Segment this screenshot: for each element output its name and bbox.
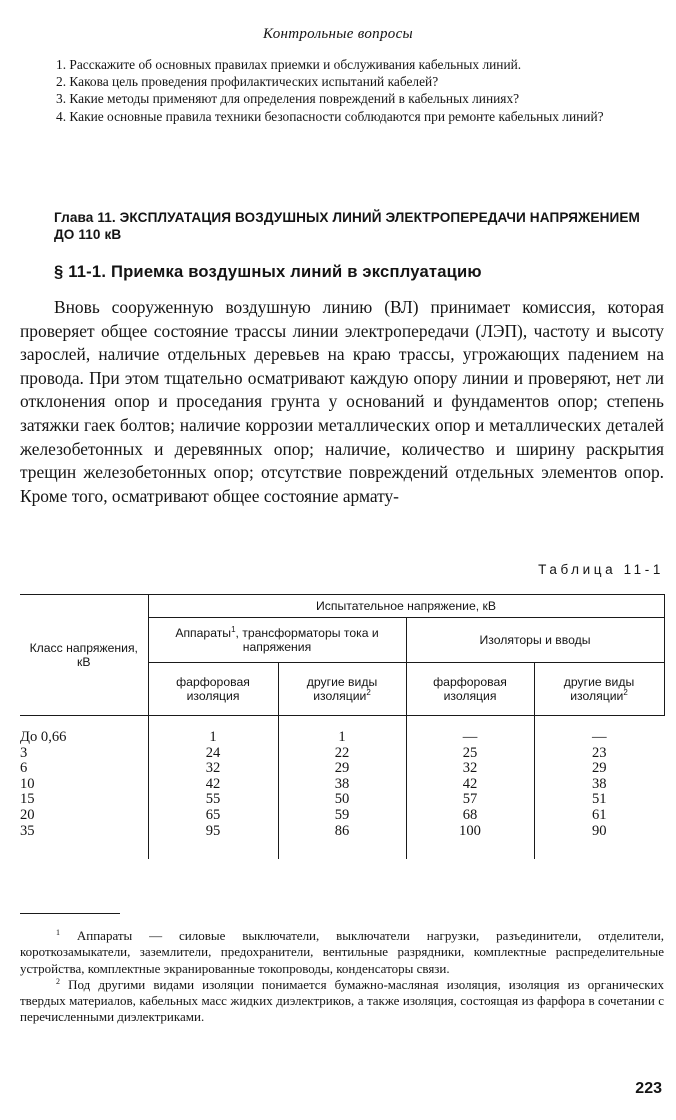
table-cell: 23 [534,746,664,762]
table-cell: До 0,66 [20,729,67,745]
footnote-marker: 2 [56,976,60,986]
table-cell: 42 [148,777,278,793]
header-porcelain-apparatus: фарфоровая изоляция [148,663,278,716]
header-other-insulators [534,663,664,716]
table-cell: 95 [148,824,278,860]
chapter-title: Глава 11. ЭКСПЛУАТАЦИЯ ВОЗДУШНЫХ ЛИНИЙ ЭЛЕКТРОПЕРЕДАЧИ НАПРЯЖЕНИЕМ ДО 110 кВ [54,210,640,242]
header-test-voltage: Испытательное напряжение, кВ [148,595,664,618]
question-item: 2. Какова цель проведения профилактических испытаний кабелей? [56,74,439,90]
test-voltage-table-wrapper [20,594,664,880]
footnote-text: Аппараты — силовые выключатели, выключатели нагрузки, разъединители, отделители, короткозамыкатели, заземлители, предохранители, вентильные разрядники, комплектные распределительные устройства, комплектные экранированные токопроводы, конденсаторы связи. [20,928,664,976]
table-row [20,746,664,762]
table-cell: 42 [406,777,534,793]
header-other-apparatus [278,663,406,716]
table-cell: 32 [406,761,534,777]
footnotes [20,928,664,1026]
test-voltage-table [20,594,665,859]
table-row [20,808,664,824]
table-row [20,716,664,746]
footnote-text: Под другими видами изоляции понимается бумажно-масляная изоляция, изоляция из органических твердых материалов, кабельных масс жидких диэлектриков, а также изоляция, состоящая из фарфора в сочетании с перечисленными диэлектриками. [20,976,664,1025]
footnote-divider [20,913,120,914]
question-item: 1. Расскажите об основных правилах приемки и обслуживания кабельных линий. [56,57,522,72]
footnote-item [20,977,664,1026]
table-cell: 68 [406,808,534,824]
table-cell: 86 [278,824,406,860]
table-cell: 22 [278,746,406,762]
control-questions [20,56,664,125]
table-row [20,792,664,808]
footnote-ref: 2 [366,688,371,697]
question-item: 4. Какие основные правила техники безопасности соблюдаются при ремонте кабельных линий? [56,108,604,124]
body-paragraph: Вновь сооруженную воздушную линию (ВЛ) принимает комиссия, которая проверяет общее состояние трассы линии электропередачи (ЛЭП), частоту и высоту зарослей, наличие отдельных деревьев на краю трассы, угрожающих падением на провода. При этом тщательно осматривают каждую опору линии и проверяют, нет ли отклонения опор и проседания грунта у оснований и фундаментов опор; степень затяжки гаек болтов; наличие коррозии металлических опор и металлических деталей железобетонных и деревянных опор; наличие, количество и ширину раскрытия трещин железобетонных опор; отсутствие повреждений отдельных элементов опор. Кроме того, осматривают общее состояние армату- [20,297,664,506]
table-cell: 29 [534,761,664,777]
table-cell: 50 [278,792,406,808]
table-caption: Таблица 11-1 [538,562,664,577]
header-apparatus-rest: , трансформаторы тока и напряжения [235,626,379,654]
table-cell: 20 [20,806,35,823]
table-cell: 38 [534,777,664,793]
table-cell: 35 [20,822,35,839]
table-cell: 10 [20,775,35,792]
table-cell: 90 [534,824,664,860]
table-cell: — [534,716,664,746]
table-cell: 59 [278,808,406,824]
table-cell: 55 [148,792,278,808]
section-title: § 11-1. Приемка воздушных линий в эксплуатацию [54,262,482,281]
footnote-marker: 1 [56,928,60,937]
header-apparatus [148,618,406,663]
table-cell: 51 [534,792,664,808]
table-cell: 29 [278,761,406,777]
table-cell: 15 [20,791,35,808]
header-apparatus-label: Аппараты [175,626,232,640]
table-cell: 6 [20,760,28,777]
table-cell: 1 [148,716,278,746]
table-cell: — [406,716,534,746]
footnote-ref: 2 [623,688,628,697]
table-cell: 57 [406,792,534,808]
header-other-label: другие виды изоляции [563,675,635,703]
table-row [20,761,664,777]
table-cell: 65 [148,808,278,824]
page-number: 223 [635,1080,662,1097]
table-cell: 38 [278,777,406,793]
table-cell: 100 [406,824,534,860]
table-row [20,777,664,793]
table-row [20,824,664,860]
table-cell: 3 [20,744,28,761]
header-voltage-class: Класс напряжения, кВ [20,595,148,716]
table-cell: 24 [148,746,278,762]
table-cell: 32 [148,761,278,777]
question-item: 3. Какие методы применяют для определения повреждений в кабельных линиях? [56,91,520,107]
header-insulators: Изоляторы и вводы [406,618,664,663]
footnote-ref: 1 [231,625,236,634]
header-other-label: другие виды изоляции [306,675,378,703]
running-head: Контрольные вопросы [263,26,413,42]
table-cell: 25 [406,746,534,762]
table-cell: 1 [278,716,406,746]
table-cell: 61 [534,808,664,824]
footnote-item [20,928,664,977]
header-porcelain-insulators: фарфоровая изоляция [406,663,534,716]
